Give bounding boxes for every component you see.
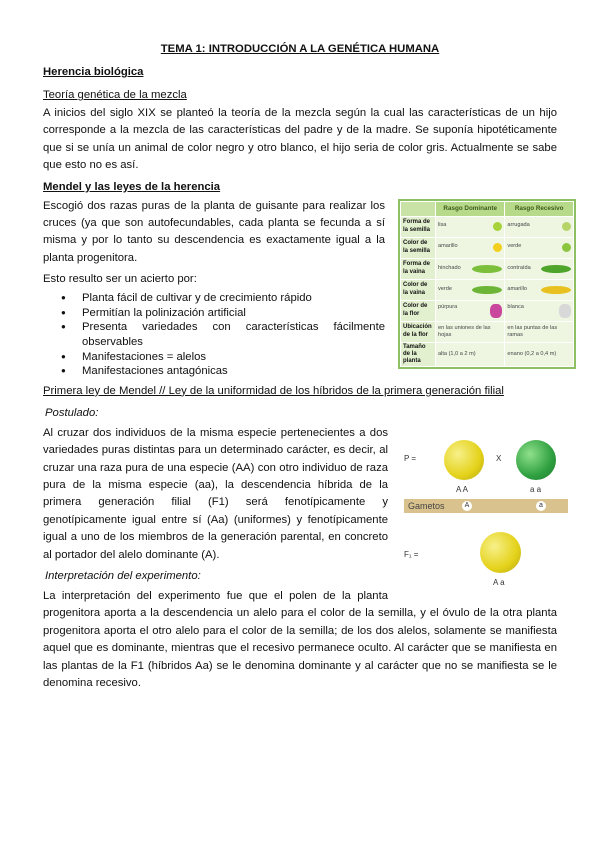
genotype-f1: A a bbox=[493, 577, 505, 587]
cell: púrpura bbox=[438, 303, 458, 310]
cell: enano (0,2 a 0,4 m) bbox=[507, 351, 557, 358]
yellow-pea-icon bbox=[480, 532, 521, 573]
interpretacion-label: Interpretación del experimento: bbox=[45, 570, 201, 583]
cell: verde bbox=[507, 243, 522, 250]
p-label: P = bbox=[404, 453, 417, 463]
postulado-label: Postulado: bbox=[45, 406, 99, 419]
cell: amarillo bbox=[438, 243, 458, 250]
row-label: Color de la vaina bbox=[401, 279, 436, 300]
mendel-cross-diagram bbox=[396, 429, 576, 589]
gametos-bar bbox=[404, 499, 568, 513]
subheading-mezcla: Teoría genética de la mezcla bbox=[43, 89, 187, 101]
cell: hinchado bbox=[438, 264, 461, 271]
green-pea-icon bbox=[516, 440, 556, 480]
mendel-section bbox=[43, 198, 576, 379]
row-label: Color de la semilla bbox=[401, 237, 436, 258]
smooth-seed-icon bbox=[493, 222, 502, 231]
primera-ley-section bbox=[43, 425, 576, 693]
gamete-a-dominant: A bbox=[462, 501, 472, 511]
page-title: TEMA 1: INTRODUCCIÓN A LA GENÉTICA HUMANA bbox=[160, 43, 440, 55]
reasons-list bbox=[60, 291, 576, 379]
genotype-aa-recessive: a a bbox=[530, 484, 542, 494]
cell: verde bbox=[438, 285, 452, 292]
paragraph-mendel: Escogió dos razas puras de la planta de guisante para realizar los cruces (ya que son autofecundables, cada planta se fecunda a sí misma y por lo tanto su descendencia es exactamente igual a la planta progenitora. bbox=[43, 199, 385, 264]
header-recesivo: Rasgo Recesivo bbox=[505, 201, 574, 216]
cell: lisa bbox=[438, 222, 447, 229]
constricted-pod-icon bbox=[541, 265, 571, 273]
row-label: Tamaño de la planta bbox=[401, 342, 436, 367]
acierto-intro: Esto resulto ser un acierto por: bbox=[43, 273, 197, 286]
gamete-a-recessive: a bbox=[536, 501, 546, 511]
row-label: Forma de la semilla bbox=[401, 216, 436, 237]
paragraph-mezcla: A inicios del siglo XIX se planteó la teoría de la mezcla según la cual las características de un hijo corresponde a la mezcla de las características del padre y de la madre. Se suponía hipotéticamente que si se unía un animal de color negro y otro blanco, el hijo seria de color gris. Actualmente se sabe que esto no es así. bbox=[43, 107, 557, 172]
heading-primera-ley: Primera ley de Mendel // Ley de la uniformidad de los híbridos de la primera generación filial bbox=[43, 384, 504, 397]
yellow-seed-icon bbox=[493, 243, 502, 252]
genotype-aa-dominant: A A bbox=[456, 484, 469, 494]
green-seed-icon bbox=[562, 243, 571, 252]
f1-label: F₁ = bbox=[404, 549, 419, 559]
row-label: Ubicación de la flor bbox=[401, 321, 436, 342]
cell: blanca bbox=[507, 303, 524, 310]
cell: contraída bbox=[507, 264, 531, 271]
gametos-label: Gametos bbox=[408, 500, 445, 511]
row-label: Color de la flor bbox=[401, 300, 436, 321]
cell: amarillo bbox=[507, 285, 527, 292]
wrinkled-seed-icon bbox=[562, 222, 571, 231]
list-item: ● Presenta variedades con características fácilmente observables bbox=[60, 320, 576, 349]
paragraph-interpretacion: La interpretación del experimento fue que el polen de la planta progenitora aporta a la descendencia un alelo para el color de la semilla, y el óvulo de la otra planta progenitora aporta el otro alelo para el color de la semilla; de los dos alelos, solamente se manifiesta aquel que es dominante, mientras que el recesivo permanece oculto. Al carácter que se manifiesta en las plantas de la F1 (híbridos Aa) se le denomina dominante y al carácter que no se manifiesta se le denomina recesivo. bbox=[43, 590, 557, 690]
cross-symbol: X bbox=[496, 453, 502, 463]
inflated-pod-icon bbox=[472, 265, 502, 273]
list-item: ● Planta fácil de cultivar y de crecimiento rápido bbox=[60, 291, 576, 306]
paragraph-postulado: Al cruzar dos individuos de la misma especie pertenecientes a dos variedades puras distintas para un determinado carácter, es decir, al cruzar una raza pura de una especie (AA) con otro individuo de raza pura de la misma especie (aa), la descendencia híbrida de la primera generación filial (F1) será fenotípicamente y genotípicamente igual entre sí (Aa) (uniformes) y fenotípicamente igual a uno de los miembros de la generación parental, en concreto al portador del alelo dominante (A). bbox=[43, 426, 388, 561]
cell: arrugada bbox=[507, 222, 530, 229]
cell: alta (1,0 a 2 m) bbox=[438, 351, 476, 358]
cell: en las uniones de las hojas bbox=[438, 324, 491, 338]
heading-mendel: Mendel y las leyes de la herencia bbox=[43, 180, 221, 193]
heading-herencia: Herencia biológica bbox=[43, 66, 144, 78]
list-item: ● Permitían la polinización artificial bbox=[60, 306, 576, 321]
yellow-pea-icon bbox=[444, 440, 484, 480]
list-item: ● Manifestaciones antagónicas bbox=[60, 364, 576, 379]
list-item: ● Manifestaciones = alelos bbox=[60, 350, 576, 365]
header-dominante: Rasgo Dominante bbox=[436, 201, 505, 216]
row-label: Forma de la vaina bbox=[401, 258, 436, 279]
cell: en las puntas de las ramas bbox=[507, 324, 558, 338]
